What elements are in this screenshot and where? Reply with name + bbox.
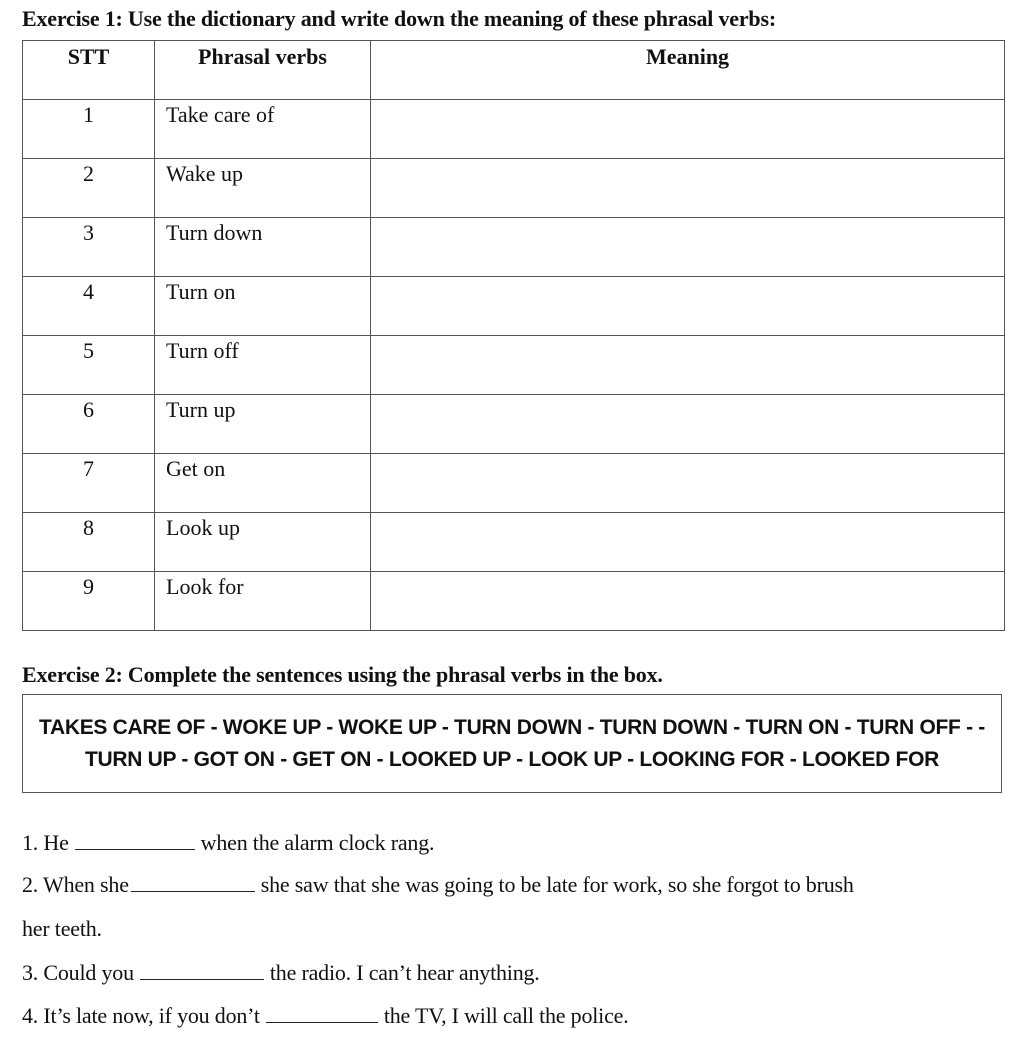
phrasal-verb-cell: Turn on (155, 277, 371, 336)
sentence-3 (22, 960, 540, 986)
row-number: 8 (23, 513, 155, 572)
meaning-cell[interactable] (371, 218, 1005, 277)
row-number: 3 (23, 218, 155, 277)
phrasal-verb-cell: Turn off (155, 336, 371, 395)
table-row (23, 218, 1005, 277)
table-row (23, 572, 1005, 631)
table-row (23, 277, 1005, 336)
table-row (23, 395, 1005, 454)
table-row (23, 100, 1005, 159)
meaning-cell[interactable] (371, 159, 1005, 218)
word-box-text: TAKES CARE OF - WOKE UP - WOKE UP - TURN DOWN - TURN DOWN - TURN ON - TURN OFF - - TURN UP - GOT ON - GET ON - LOOKED UP - LOOK UP - LOOKING FOR - LOOKED FOR (39, 715, 985, 771)
meaning-cell[interactable] (371, 454, 1005, 513)
row-number: 2 (23, 159, 155, 218)
exercise-1-heading: Exercise 1: Use the dictionary and write down the meaning of these phrasal verbs: (22, 6, 776, 31)
answer-blank[interactable] (140, 963, 264, 980)
sentence-text-before: 2. When she (22, 872, 129, 897)
meaning-cell[interactable] (371, 513, 1005, 572)
sentence-text-before: 3. Could you (22, 960, 134, 985)
table-header-row (23, 41, 1005, 100)
column-header-phrasal-verbs: Phrasal verbs (155, 41, 371, 100)
phrasal-verb-cell: Get on (155, 454, 371, 513)
answer-blank[interactable] (75, 833, 195, 850)
phrasal-verb-cell: Turn down (155, 218, 371, 277)
table-row (23, 513, 1005, 572)
sentence-2-continuation: her teeth. (22, 916, 102, 941)
word-box (22, 694, 1002, 793)
meaning-cell[interactable] (371, 395, 1005, 454)
row-number: 1 (23, 100, 155, 159)
exercise-2-heading: Exercise 2: Complete the sentences using the phrasal verbs in the box. (22, 662, 663, 687)
phrasal-verb-cell: Take care of (155, 100, 371, 159)
sentence-text-after: she saw that she was going to be late for work, so she forgot to brush (260, 872, 854, 897)
sentence-text-before: 4. It’s late now, if you don’t (22, 1003, 260, 1028)
meaning-cell[interactable] (371, 572, 1005, 631)
row-number: 6 (23, 395, 155, 454)
column-header-stt: STT (23, 41, 155, 100)
sentence-text-after: the TV, I will call the police. (383, 1003, 629, 1028)
phrasal-verbs-table (22, 40, 1005, 631)
row-number: 5 (23, 336, 155, 395)
phrasal-verb-cell: Wake up (155, 159, 371, 218)
table-row (23, 454, 1005, 513)
answer-blank[interactable] (266, 1006, 378, 1023)
sentence-4 (22, 1003, 629, 1029)
sentence-text-before: 1. He (22, 830, 69, 855)
meaning-cell[interactable] (371, 336, 1005, 395)
row-number: 9 (23, 572, 155, 631)
table-row (23, 159, 1005, 218)
sentence-text-after: the radio. I can’t hear anything. (269, 960, 540, 985)
column-header-meaning: Meaning (371, 41, 1005, 100)
phrasal-verb-cell: Turn up (155, 395, 371, 454)
row-number: 7 (23, 454, 155, 513)
phrasal-verb-cell: Look for (155, 572, 371, 631)
sentence-1 (22, 830, 434, 856)
table-row (23, 336, 1005, 395)
row-number: 4 (23, 277, 155, 336)
answer-blank[interactable] (131, 875, 255, 892)
meaning-cell[interactable] (371, 100, 1005, 159)
phrasal-verb-cell: Look up (155, 513, 371, 572)
sentence-text-after: when the alarm clock rang. (200, 830, 435, 855)
sentence-2 (22, 872, 854, 898)
meaning-cell[interactable] (371, 277, 1005, 336)
